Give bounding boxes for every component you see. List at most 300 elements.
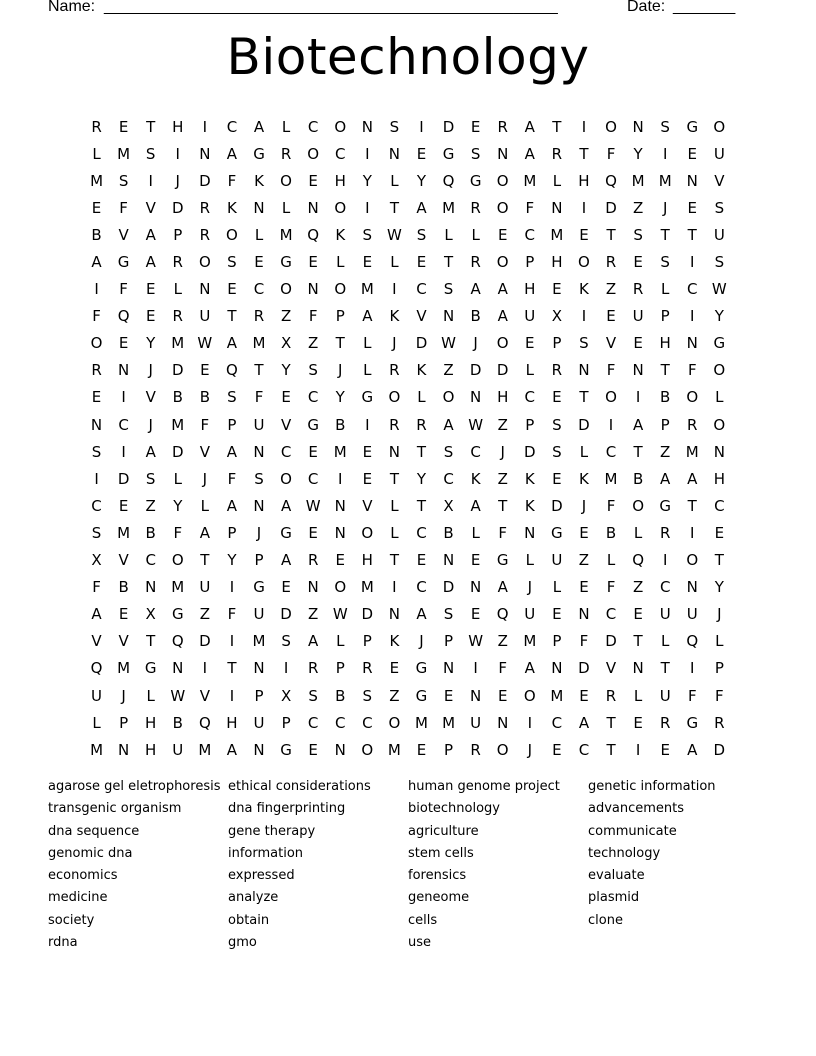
grid-letter[interactable]: D [280, 605, 292, 624]
grid-letter[interactable]: J [392, 334, 397, 353]
grid-letter[interactable]: G [496, 551, 509, 570]
grid-letter[interactable]: C [605, 442, 617, 461]
grid-letter[interactable]: A [199, 523, 210, 542]
grid-letter[interactable]: I [690, 659, 695, 678]
grid-letter[interactable]: A [416, 198, 427, 217]
grid-letter[interactable]: T [633, 632, 643, 651]
grid-letter[interactable]: D [605, 198, 617, 217]
grid-letter[interactable]: Q [171, 632, 184, 651]
grid-letter[interactable]: B [199, 388, 210, 407]
grid-letter[interactable]: I [392, 280, 397, 299]
grid-letter[interactable]: X [443, 496, 454, 515]
grid-letter[interactable]: D [578, 659, 590, 678]
grid-letter[interactable]: R [389, 361, 400, 380]
grid-letter[interactable]: U [551, 551, 563, 570]
grid-letter[interactable]: N [172, 659, 184, 678]
grid-letter[interactable]: U [686, 605, 698, 624]
grid-letter[interactable]: G [280, 253, 292, 272]
grid-letter[interactable]: P [173, 225, 183, 244]
grid-letter[interactable]: L [633, 523, 643, 542]
grid-letter[interactable]: I [690, 523, 695, 542]
grid-letter[interactable]: R [172, 307, 183, 326]
grid-letter[interactable]: X [280, 686, 292, 705]
grid-letter[interactable]: M [90, 171, 104, 190]
grid-letter[interactable]: C [443, 469, 454, 488]
grid-letter[interactable]: E [416, 740, 427, 759]
grid-letter[interactable]: E [227, 280, 237, 299]
grid-letter[interactable]: A [91, 605, 102, 624]
grid-letter[interactable]: D [713, 740, 726, 759]
grid-letter[interactable]: A [578, 713, 590, 732]
grid-letter[interactable]: K [254, 171, 264, 190]
grid-letter[interactable]: Y [416, 171, 427, 190]
grid-letter[interactable]: W [170, 686, 186, 705]
grid-letter[interactable]: O [605, 388, 617, 407]
grid-letter[interactable]: L [525, 361, 534, 380]
grid-letter[interactable]: D [117, 469, 130, 488]
grid-letter[interactable]: W [711, 280, 727, 299]
grid-letter[interactable]: N [686, 334, 698, 353]
grid-letter[interactable]: W [468, 415, 484, 434]
grid-letter[interactable]: S [714, 198, 725, 217]
grid-letter[interactable]: N [334, 740, 346, 759]
grid-letter[interactable]: F [498, 659, 508, 678]
grid-letter[interactable]: E [552, 469, 562, 488]
grid-letter[interactable]: V [118, 551, 129, 570]
grid-letter[interactable]: E [687, 198, 697, 217]
grid-letter[interactable]: S [443, 442, 454, 461]
grid-letter[interactable]: M [117, 523, 131, 542]
grid-letter[interactable]: C [335, 144, 346, 163]
grid-letter[interactable]: V [605, 659, 617, 678]
grid-letter[interactable]: K [470, 469, 481, 488]
grid-letter[interactable]: W [305, 496, 321, 515]
grid-letter[interactable]: I [581, 117, 587, 136]
grid-letter[interactable]: O [388, 388, 401, 407]
grid-letter[interactable]: Y [714, 307, 724, 326]
grid-letter[interactable]: N [470, 686, 482, 705]
grid-letter[interactable]: D [199, 171, 211, 190]
grid-letter[interactable]: E [579, 225, 589, 244]
grid-letter[interactable]: P [335, 659, 345, 678]
grid-letter[interactable]: F [606, 144, 616, 163]
grid-letter[interactable]: P [335, 307, 345, 326]
grid-letter[interactable]: E [118, 117, 129, 136]
grid-letter[interactable]: A [632, 415, 644, 434]
grid-letter[interactable]: P [552, 334, 562, 353]
grid-letter[interactable]: F [227, 469, 237, 488]
grid-letter[interactable]: T [579, 388, 589, 407]
grid-letter[interactable]: R [307, 659, 319, 678]
grid-letter[interactable]: A [524, 144, 535, 163]
grid-letter[interactable]: T [606, 713, 616, 732]
grid-letter[interactable]: P [660, 307, 670, 326]
grid-letter[interactable]: L [471, 523, 480, 542]
grid-letter[interactable]: T [443, 253, 454, 272]
grid-letter[interactable]: Q [632, 551, 644, 570]
grid-letter[interactable]: U [253, 605, 265, 624]
grid-letter[interactable]: S [389, 117, 400, 136]
grid-letter[interactable]: G [361, 388, 374, 407]
grid-letter[interactable]: E [118, 334, 129, 353]
grid-letter[interactable]: J [527, 740, 532, 759]
grid-letter[interactable]: N [578, 605, 590, 624]
grid-letter[interactable]: R [199, 225, 211, 244]
grid-letter[interactable]: F [579, 632, 589, 651]
grid-letter[interactable]: F [92, 578, 101, 597]
grid-letter[interactable]: U [659, 605, 671, 624]
grid-letter[interactable]: C [524, 225, 536, 244]
grid-letter[interactable]: X [551, 307, 562, 326]
grid-letter[interactable]: M [550, 225, 564, 244]
grid-letter[interactable]: K [389, 632, 400, 651]
grid-letter[interactable]: E [470, 605, 481, 624]
grid-letter[interactable]: J [338, 361, 343, 380]
grid-letter[interactable]: B [470, 307, 481, 326]
grid-letter[interactable]: L [444, 225, 453, 244]
grid-letter[interactable]: E [579, 578, 589, 597]
grid-letter[interactable]: F [606, 496, 616, 515]
grid-letter[interactable]: T [687, 496, 697, 515]
grid-letter[interactable]: Y [633, 144, 643, 163]
grid-letter[interactable]: Y [227, 551, 237, 570]
grid-letter[interactable]: G [117, 253, 130, 272]
date-field[interactable]: _______ [673, 0, 736, 15]
grid-letter[interactable]: Q [117, 307, 130, 326]
grid-letter[interactable]: A [226, 334, 238, 353]
grid-letter[interactable]: S [308, 686, 318, 705]
grid-letter[interactable]: S [145, 469, 156, 488]
grid-letter[interactable]: C [524, 388, 536, 407]
grid-letter[interactable]: P [119, 713, 129, 732]
grid-letter[interactable]: U [91, 686, 103, 705]
grid-letter[interactable]: V [91, 632, 102, 651]
grid-letter[interactable]: M [117, 144, 131, 163]
grid-letter[interactable]: N [686, 578, 698, 597]
grid-letter[interactable]: O [90, 334, 103, 353]
grid-letter[interactable]: O [713, 117, 726, 136]
grid-letter[interactable]: C [307, 469, 319, 488]
grid-letter[interactable]: N [334, 496, 346, 515]
grid-letter[interactable]: I [148, 171, 153, 190]
grid-letter[interactable]: N [524, 523, 536, 542]
grid-letter[interactable]: N [253, 740, 265, 759]
grid-letter[interactable]: J [662, 198, 668, 217]
grid-letter[interactable]: O [496, 253, 509, 272]
grid-letter[interactable]: M [171, 578, 185, 597]
grid-letter[interactable]: S [91, 442, 102, 461]
grid-letter[interactable]: H [334, 171, 346, 190]
grid-letter[interactable]: U [199, 307, 211, 326]
grid-letter[interactable]: A [145, 253, 156, 272]
grid-letter[interactable]: P [254, 686, 264, 705]
grid-letter[interactable]: J [256, 523, 262, 542]
grid-letter[interactable]: V [145, 388, 156, 407]
grid-letter[interactable]: I [365, 144, 370, 163]
grid-letter[interactable]: D [469, 361, 482, 380]
grid-letter[interactable]: E [552, 605, 562, 624]
grid-letter[interactable]: U [659, 686, 671, 705]
grid-letter[interactable]: P [525, 415, 535, 434]
grid-letter[interactable]: Q [90, 659, 103, 678]
grid-letter[interactable]: E [308, 523, 318, 542]
grid-letter[interactable]: C [416, 578, 427, 597]
grid-letter[interactable]: S [145, 144, 156, 163]
grid-letter[interactable]: R [659, 523, 671, 542]
grid-letter[interactable]: H [361, 551, 373, 570]
grid-letter[interactable]: I [121, 388, 126, 407]
grid-letter[interactable]: K [416, 361, 427, 380]
grid-letter[interactable]: O [632, 496, 644, 515]
grid-letter[interactable]: N [470, 388, 482, 407]
grid-letter[interactable]: Y [173, 496, 183, 515]
grid-letter[interactable]: P [552, 632, 562, 651]
grid-letter[interactable]: I [690, 307, 695, 326]
grid-letter[interactable]: L [390, 523, 399, 542]
grid-letter[interactable]: E [443, 686, 454, 705]
grid-letter[interactable]: K [227, 198, 237, 217]
grid-letter[interactable]: N [334, 523, 346, 542]
grid-letter[interactable]: E [633, 605, 643, 624]
grid-letter[interactable]: G [280, 523, 292, 542]
grid-letter[interactable]: N [578, 361, 590, 380]
grid-letter[interactable]: C [714, 496, 725, 515]
grid-letter[interactable]: B [632, 469, 644, 488]
grid-letter[interactable]: C [307, 388, 319, 407]
grid-letter[interactable]: I [662, 551, 668, 570]
grid-letter[interactable]: P [444, 740, 454, 759]
grid-letter[interactable]: J [202, 469, 208, 488]
grid-letter[interactable]: V [280, 415, 292, 434]
grid-letter[interactable]: H [524, 280, 536, 299]
grid-letter[interactable]: E [118, 605, 129, 624]
grid-letter[interactable]: E [281, 388, 291, 407]
grid-letter[interactable]: A [497, 280, 508, 299]
grid-letter[interactable]: N [388, 442, 401, 461]
grid-letter[interactable]: M [415, 713, 428, 732]
grid-letter[interactable]: L [552, 171, 562, 190]
grid-letter[interactable]: Q [442, 171, 455, 190]
grid-letter[interactable]: O [334, 117, 347, 136]
grid-letter[interactable]: D [442, 117, 455, 136]
grid-letter[interactable]: D [415, 334, 428, 353]
grid-letter[interactable]: T [498, 496, 508, 515]
grid-letter[interactable]: R [307, 551, 319, 570]
grid-letter[interactable]: G [253, 144, 265, 163]
grid-letter[interactable]: A [226, 144, 238, 163]
grid-letter[interactable]: V [199, 686, 210, 705]
grid-letter[interactable]: N [253, 198, 265, 217]
grid-letter[interactable]: R [362, 659, 373, 678]
grid-letter[interactable]: F [606, 578, 616, 597]
grid-letter[interactable]: R [470, 253, 481, 272]
grid-letter[interactable]: O [442, 388, 455, 407]
grid-letter[interactable]: E [335, 551, 345, 570]
grid-letter[interactable]: U [199, 578, 211, 597]
grid-letter[interactable]: C [280, 442, 292, 461]
grid-letter[interactable]: K [524, 469, 535, 488]
grid-letter[interactable]: I [94, 469, 99, 488]
grid-letter[interactable]: G [415, 659, 428, 678]
grid-letter[interactable]: J [473, 334, 478, 353]
grid-letter[interactable]: F [525, 198, 535, 217]
grid-letter[interactable]: C [416, 523, 427, 542]
grid-letter[interactable]: C [145, 551, 156, 570]
grid-letter[interactable]: N [442, 307, 455, 326]
grid-letter[interactable]: O [496, 334, 509, 353]
grid-letter[interactable]: X [280, 334, 292, 353]
grid-letter[interactable]: C [118, 415, 129, 434]
grid-letter[interactable]: M [252, 632, 266, 651]
grid-letter[interactable]: I [608, 415, 614, 434]
grid-letter[interactable]: T [227, 659, 237, 678]
grid-letter[interactable]: N [470, 578, 482, 597]
grid-letter[interactable]: O [307, 144, 320, 163]
grid-letter[interactable]: E [579, 686, 589, 705]
grid-letter[interactable]: T [660, 361, 670, 380]
grid-letter[interactable]: Z [632, 198, 644, 217]
grid-letter[interactable]: T [687, 225, 697, 244]
grid-letter[interactable]: I [662, 144, 668, 163]
grid-letter[interactable]: U [524, 307, 536, 326]
grid-letter[interactable]: Z [145, 496, 156, 515]
grid-letter[interactable]: J [500, 442, 505, 461]
grid-letter[interactable]: E [606, 307, 616, 326]
grid-letter[interactable]: E [91, 388, 102, 407]
grid-letter[interactable]: C [687, 280, 698, 299]
grid-letter[interactable]: N [551, 659, 563, 678]
grid-letter[interactable]: B [172, 713, 183, 732]
grid-letter[interactable]: L [173, 280, 182, 299]
grid-letter[interactable]: S [552, 442, 562, 461]
grid-letter[interactable]: N [118, 740, 130, 759]
grid-letter[interactable]: N [253, 496, 265, 515]
grid-letter[interactable]: R [687, 415, 698, 434]
grid-letter[interactable]: O [388, 713, 401, 732]
grid-letter[interactable]: Y [335, 388, 345, 407]
grid-letter[interactable]: E [362, 469, 373, 488]
grid-letter[interactable]: P [227, 415, 237, 434]
grid-letter[interactable]: E [579, 523, 589, 542]
grid-letter[interactable]: P [362, 632, 372, 651]
grid-letter[interactable]: X [91, 551, 102, 570]
grid-letter[interactable]: M [360, 578, 374, 597]
grid-letter[interactable]: V [362, 496, 373, 515]
grid-letter[interactable]: E [552, 740, 562, 759]
grid-letter[interactable]: T [552, 117, 562, 136]
grid-letter[interactable]: K [389, 307, 400, 326]
grid-letter[interactable]: N [253, 659, 265, 678]
grid-letter[interactable]: G [713, 334, 726, 353]
grid-letter[interactable]: R [91, 361, 102, 380]
grid-letter[interactable]: M [279, 225, 293, 244]
grid-letter[interactable]: O [361, 740, 374, 759]
grid-letter[interactable]: L [390, 171, 399, 190]
grid-letter[interactable]: T [200, 551, 210, 570]
grid-letter[interactable]: L [471, 225, 480, 244]
grid-letter[interactable]: R [470, 740, 481, 759]
grid-letter[interactable]: O [496, 171, 509, 190]
grid-letter[interactable]: L [579, 442, 589, 461]
grid-letter[interactable]: T [227, 307, 237, 326]
grid-letter[interactable]: N [307, 198, 319, 217]
grid-letter[interactable]: Y [714, 578, 724, 597]
grid-letter[interactable]: R [470, 198, 481, 217]
grid-letter[interactable]: T [606, 740, 616, 759]
grid-letter[interactable]: Y [146, 334, 156, 353]
grid-letter[interactable]: T [714, 551, 724, 570]
grid-letter[interactable]: A [226, 740, 238, 759]
grid-letter[interactable]: M [442, 713, 456, 732]
grid-letter[interactable]: I [202, 659, 208, 678]
grid-letter[interactable]: S [633, 225, 643, 244]
grid-letter[interactable]: C [659, 578, 671, 597]
grid-letter[interactable]: E [416, 144, 427, 163]
grid-letter[interactable]: E [254, 253, 264, 272]
grid-letter[interactable]: H [497, 388, 509, 407]
grid-letter[interactable]: S [308, 361, 318, 380]
grid-letter[interactable]: Y [362, 171, 372, 190]
grid-letter[interactable]: S [660, 253, 670, 272]
grid-letter[interactable]: L [336, 253, 345, 272]
grid-letter[interactable]: O [334, 198, 347, 217]
grid-letter[interactable]: E [470, 551, 481, 570]
grid-letter[interactable]: I [365, 415, 370, 434]
grid-letter[interactable]: F [119, 280, 128, 299]
grid-letter[interactable]: L [173, 469, 182, 488]
grid-letter[interactable]: D [578, 415, 590, 434]
grid-letter[interactable]: M [631, 171, 645, 190]
grid-letter[interactable]: M [523, 171, 537, 190]
grid-letter[interactable]: G [659, 496, 671, 515]
grid-letter[interactable]: L [552, 578, 562, 597]
grid-letter[interactable]: Q [686, 632, 699, 651]
grid-letter[interactable]: U [172, 740, 184, 759]
grid-letter[interactable]: C [362, 713, 373, 732]
grid-letter[interactable]: R [659, 713, 671, 732]
grid-letter[interactable]: M [604, 469, 618, 488]
grid-letter[interactable]: F [606, 361, 616, 380]
grid-letter[interactable]: E [416, 551, 427, 570]
grid-letter[interactable]: A [91, 253, 102, 272]
grid-letter[interactable]: H [578, 171, 590, 190]
grid-letter[interactable]: E [308, 253, 318, 272]
grid-letter[interactable]: V [118, 225, 129, 244]
grid-letter[interactable]: C [91, 496, 102, 515]
grid-letter[interactable]: O [605, 117, 617, 136]
grid-letter[interactable]: R [389, 415, 400, 434]
grid-letter[interactable]: N [361, 117, 373, 136]
grid-letter[interactable]: T [579, 144, 589, 163]
grid-letter[interactable]: C [253, 280, 265, 299]
grid-letter[interactable]: R [416, 415, 427, 434]
grid-letter[interactable]: O [171, 551, 184, 570]
grid-letter[interactable]: B [660, 388, 671, 407]
grid-letter[interactable]: E [525, 334, 535, 353]
grid-letter[interactable]: N [388, 605, 401, 624]
grid-letter[interactable]: F [715, 686, 724, 705]
grid-letter[interactable]: B [91, 225, 102, 244]
grid-letter[interactable]: O [713, 361, 726, 380]
grid-letter[interactable]: D [171, 198, 184, 217]
grid-letter[interactable]: E [308, 740, 318, 759]
grid-letter[interactable]: A [470, 496, 481, 515]
grid-letter[interactable]: G [686, 713, 699, 732]
grid-letter[interactable]: V [199, 442, 210, 461]
grid-letter[interactable]: L [281, 198, 291, 217]
grid-letter[interactable]: O [496, 198, 509, 217]
grid-letter[interactable]: J [717, 605, 722, 624]
